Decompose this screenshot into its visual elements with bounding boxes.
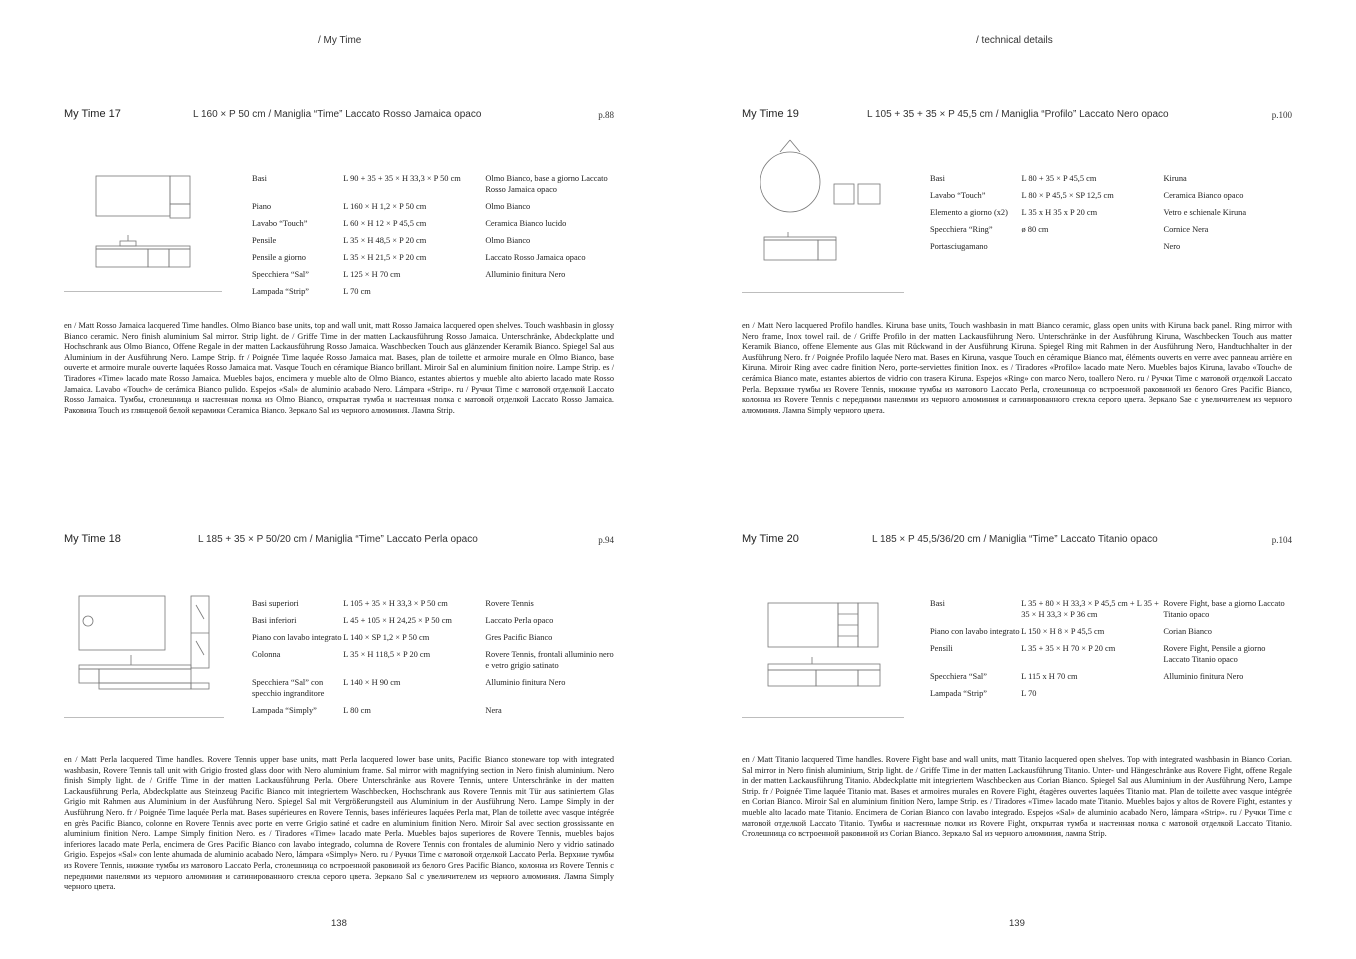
wall-unit-shape (170, 176, 190, 204)
spec-row: Elemento a giorno (x2) L 35 x H 35 x P 20 cm Vetro e schienale Kiruna (930, 208, 1247, 217)
open-unit-shape (834, 184, 854, 204)
top-shape (96, 246, 190, 249)
running-head-right: / technical details (976, 35, 1053, 46)
section-header (742, 533, 1292, 547)
running-head-left: / My Time (318, 35, 362, 46)
spec-row: Basi L 90 + 35 + 35 × H 33,3 × P 50 cm Olmo Bianco, base a giorno Laccato Rosso Jamaica opaco (252, 174, 608, 194)
base-unit-shape (148, 249, 169, 267)
spec-row: Pensili L 35 + 35 × H 70 × P 20 cm Rovere Fight, Pensile a giorno Laccato Titanio opaco (930, 644, 1266, 664)
spec-table (252, 598, 614, 722)
right-page (678, 0, 1356, 959)
section-subtitle: L 185 × P 45,5/36/20 cm / Maniglia “Time” Laccato Titanio opaco (872, 534, 1158, 545)
spec-row: Lampada “Strip” L 70 cm (252, 287, 371, 296)
open-shelf-shape (170, 204, 190, 218)
spec-row: Basi L 80 + 35 × P 45,5 cm Kiruna (930, 174, 1187, 183)
spec-table (930, 173, 1292, 258)
section-page-ref: p.100 (1271, 110, 1292, 120)
spec-row: Lavabo “Touch” L 80 × P 45,5 × SP 12,5 cm Ceramica Bianco opaco (930, 191, 1244, 200)
spec-row: Basi inferiori L 45 + 105 × H 24,25 × P 50 cm Laccato Perla opaco (252, 616, 554, 625)
section-page-ref: p.88 (598, 110, 614, 120)
spec-row: Colonna L 35 × H 118,5 × P 20 cm Rovere Tennis, frontali alluminio nero e vetro grigio satinato (252, 650, 614, 670)
elevation-drawing (764, 601, 889, 696)
drawing-baseline (64, 291, 222, 292)
section-title: My Time 19 (742, 108, 799, 120)
spec-table (930, 598, 1292, 705)
spec-table (252, 173, 614, 303)
spec-row: Specchiera “Sal” con specchio ingranditore L 140 × H 90 cm Alluminio finitura Nero (252, 678, 566, 698)
section-subtitle: L 105 + 35 + 35 × P 45,5 cm / Maniglia “Profilo” Laccato Nero opaco (867, 109, 1169, 120)
page-number-left: 138 (331, 918, 347, 929)
description-text: en / Matt Nero lacquered Profilo handles. Kiruna base units, Touch washbasin in matt Bianco ceramic, glass open units with Kiruna back panel. Ring mirror with Nero frame, Inox towel rail. de / Griffe Profilo in der matten Lackausführung Nero. Unterschränke in der Ausführung Kiruna, Waschbecken Touch aus matter Keramik Bianco, offene Elemente aus Glas mit Rückwand in der Ausführung Kiruna. Spiegel Ring mit Rahmen in der Ausführung Nero, Handtuchhalter in der Ausführung Nero. fr / Poignée Profilo laquée Nero mat. Bases en Kiruna, vasque Touch en céramique Bianco mat, éléments ouverts en verre avec panneau arrière en Kiruna. Miroir Ring avec cadre finition Nero, porte-serviettes finition Inox. es / Tiradores «Profilo» lacado mate Nero. Muebles bajos Kiruna, lavabo «Touch» de cerámica Bianco mate, estantes abiertos de vidrio con trasera Kiruna. Espejos «Ring» con marco Nero, toallero Nero. ru / Ручки Time с матовой отделкой Laccato Perla. Верхние тумбы из Rovere Tennis, нижние тумбы из матового Laccato Perla, столешница со встроенной раковиной из белого Gres Pacific Bianco, колонна из Rovere Tennis с передними панелями из черного алюминия и сатинированного стекла серого цвета. Зеркало Sae с увеличителем из черного алюминия. Лампа Simply черного цвета. (742, 321, 1292, 415)
washbasin-shape (120, 241, 136, 246)
spec-row: Lampada “Strip” L 70 (930, 689, 1037, 698)
spec-row: Piano L 160 × H 1,2 × P 50 cm Olmo Bianco (252, 202, 531, 211)
spec-row: Pensile a giorno L 35 × H 21,5 × P 20 cm Laccato Rosso Jamaica opaco (252, 253, 586, 262)
open-base-shape (169, 249, 190, 267)
section-my-time-19 (742, 108, 1292, 438)
section-subtitle: L 185 + 35 × P 50/20 cm / Maniglia “Time” Laccato Perla opaco (198, 534, 478, 545)
section-subtitle: L 160 × P 50 cm / Maniglia “Time” Laccato Rosso Jamaica opaco (193, 109, 482, 120)
elevation-drawing (90, 172, 220, 272)
column-shape (191, 596, 209, 668)
drawing-baseline (742, 292, 904, 293)
section-page-ref: p.94 (598, 535, 614, 545)
section-page-ref: p.104 (1271, 535, 1292, 545)
spec-row: Portasciugamano Nero (930, 242, 1181, 251)
section-title: My Time 18 (64, 533, 121, 545)
base-unit-shape (96, 249, 148, 267)
spec-row: Specchiera “Sal” L 115 x H 70 cm Alluminio finitura Nero (930, 672, 1244, 681)
top-shape (79, 665, 191, 669)
spec-row: Lavabo “Touch” L 60 × H 12 × P 45,5 cm Ceramica Bianco lucido (252, 219, 567, 228)
open-unit-shape (858, 184, 880, 204)
spec-row: Specchiera “Ring” ø 80 cm Cornice Nera (930, 225, 1209, 234)
drawing-baseline (64, 717, 224, 718)
spec-row: Basi superiori L 105 + 35 × H 33,3 × P 50 cm Rovere Tennis (252, 599, 534, 608)
drawing-baseline (742, 717, 904, 718)
spec-row: Lampada “Simply” L 80 cm Nera (252, 706, 502, 715)
spec-row: Piano con lavabo integrato L 150 × H 8 × P 45,5 cm Corian Bianco (930, 627, 1212, 636)
spec-row: Specchiera “Sal” L 125 × H 70 cm Alluminio finitura Nero (252, 270, 566, 279)
section-header (742, 108, 1292, 122)
spec-row: Piano con lavabo integrato L 140 × SP 1,2 × P 50 cm Gres Pacific Bianco (252, 633, 553, 642)
section-my-time-20 (742, 533, 1292, 913)
magnifier-shape (83, 616, 93, 626)
section-my-time-18 (64, 533, 614, 913)
ring-mirror-shape (760, 152, 820, 212)
top-shape (768, 664, 880, 670)
section-my-time-17 (64, 108, 614, 438)
spec-row: Basi L 35 + 80 × H 33,3 × P 45,5 cm + L 35 + 35 × H 33,3 × P 36 cm Rovere Fight, base a giorno Laccato Titanio opaco (930, 599, 1285, 619)
mirror-shape (96, 176, 170, 216)
section-header (64, 533, 614, 547)
spec-row: Pensile L 35 × H 48,5 × P 20 cm Olmo Bianco (252, 236, 531, 245)
description-text: en / Matt Perla lacquered Time handles. Rovere Tennis upper base units, matt Perla lacquered lower base units, Pacific Bianco stoneware top with integrated washbasin, Rovere Tennis tall unit with Grigio frosted glass door with Nero aluminium frame. Sal mirror with magnifying section in Nero finish aluminium. Nero finish Simply light. de / Griffe Time in der matten Lackausführung Perla. Obere Unterschränke aus Rovere Tennis, untere Unterschränke in der matten Lackausführung Perla, Abdeckplatte aus Steinzeug Pacific Bianco mit integriertem Waschbecken, Hochschrank aus Rovere Tennis mit Tür aus satiniertem Glas Grigio mit Rahmen aus Aluminium in der Ausführung Nero. Spiegel Sal mit Vergrößerungsteil aus Aluminium in der Ausführung Nero. Lampe Simply in der Ausführung Nero. fr / Poignée Time laquée Perla mat. Bases supérieures en Rovere Tennis, bases inférieures laquées Perla mat, Plan de toilette avec vasque intégrée en grès Pacific Bianco, colonne en Rovere Tennis avec porte en verre Grigio satiné et cadre en aluminium finition Nero. Miroir Sal avec section grossissante en aluminium finition Nero. Lampe Simply finition Nero. es / Tiradores «Time» lacado mate Perla. Muebles bajos superiores de Rovere Tennis, muebles bajos inferiores lacado mate Perla, encimera de Gres Pacific Bianco con lavabo integrado, columna de Rovere Tennis con frontales de aluminio Nero y vidrio satinado Grigio. Espejos «Sal» con lente ahumada de aluminio acabado Nero, lámpara «Simply» Nero. ru / Ручки Time с матовой отделкой Laccato Perla. Верхние тумбы из Rovere Tennis, нижние тумбы из матового Laccato Perla, столешница со встроенной раковиной из белого Gres Pacific Bianco, колонна из Rovere Tennis с передними панелями из черного алюминия и сатинированного стекла серого цвета. Зеркало Sal с увеличителем из черного алюминия. Лампа Simply черного цвета. (64, 755, 614, 892)
description-text: en / Matt Rosso Jamaica lacquered Time handles. Olmo Bianco base units, top and wall unit, matt Rosso Jamaica lacquered open shelves. Touch washbasin in glossy Bianco ceramic. Nero finish aluminium Sal mirror. Strip light. de / Griffe Time in der matten Lackausführung Rosso Jamaica. Unterschränke, Abdeckplatte und Hochschrank aus Olmo Bianco, Offene Regale in der matten Lackausführung Rosso Jamaica. Waschbecken Touch aus glänzender Keramik Bianco. Spiegel Sal aus Aluminium in der Ausführung Nero. Lampe Strip. fr / Poignée Time laquée Rosso Jamaica mat. Bases, plan de toilette et armoire murale en Olmo Bianco, base ouverte et armoire murale ouverte laquées Rosso Jamaica mat. Vasque Touch en céramique Bianco brillant. Miroir Sal en aluminium finition noire. Lampe Strip. es / Tiradores «Time» lacado mate Rosso Jamaica. Muebles bajos, encimera y mueble alto de Olmo Bianco, estantes abiertos y mueble alto abierto lacado mate Rosso Jamaica. Lavabo «Touch» de cerámica Bianco pulido. Espejos «Sal» de aluminio acabado Nero. Lámpara «Strip». ru / Ручки Time с матовой отделкой Laccato Rosso Jamaica. Тумбы, столешница и настенная полка из Olmo Bianco, открытая тумба и настенная полка с матовой отделкой Laccato Rosso Jamaica. Раковина Touch из глянцевой белой керамики Ceramica Bianco. Зеркало Sal из черного алюминия. Лампа Strip. (64, 321, 614, 415)
mirror-shape (768, 603, 838, 647)
elevation-drawing (760, 138, 890, 268)
elevation-drawing (76, 593, 216, 703)
page-number-right: 139 (1009, 918, 1025, 929)
section-title: My Time 20 (742, 533, 799, 545)
mirror-shape (79, 596, 165, 650)
description-text: en / Matt Titanio lacquered Time handles. Rovere Fight base and wall units, matt Titanio lacquered open shelves. Top with integrated washbasin in Bianco Corian. Sal mirror in Nero finish aluminium, Strip light. de / Griffe Time in der matten Lackausführung Titanio. Unter- und Hängeschränke aus Rovere Fight, offene Regale in der matten Lackausführung Titanio. Abdeckplatte mit integriertem Waschbecken aus Corian Bianco. Spiegel Sal aus Aluminium in der Ausführung Nero, Lampe Strip. fr / Poignée Time laquée Titanio mat. Bases et armoires murales en Rovere Fight, étagères ouvertes laquées Titanio mat. Plan de toilette avec vasque intégrée en Corian Bianco. Miroir Sal en aluminium finition Nero, lampe Strip. es / Tiradores «Time» lacado mate Titanio. Muebles bajos y altos de Rovere Fight, estantes y mueble alto lacado mate Titanio. Encimera de Corian Bianco con lavabo integrado. Espejos «Sal» de aluminio acabado Nero, lámpara «Strip». ru / Ручки Time с матовой отделкой Laccato Titanio. Тумбы и настенные полки из Rovere Fight, открытая тумба и настенная полка с матовой отделкой Laccato Titanio. Столешница со встроенной раковиной из Corian Bianco. Зеркало Sal из черного алюминия, лампа Strip. (742, 755, 1292, 839)
section-header (64, 108, 614, 122)
section-title: My Time 17 (64, 108, 121, 120)
